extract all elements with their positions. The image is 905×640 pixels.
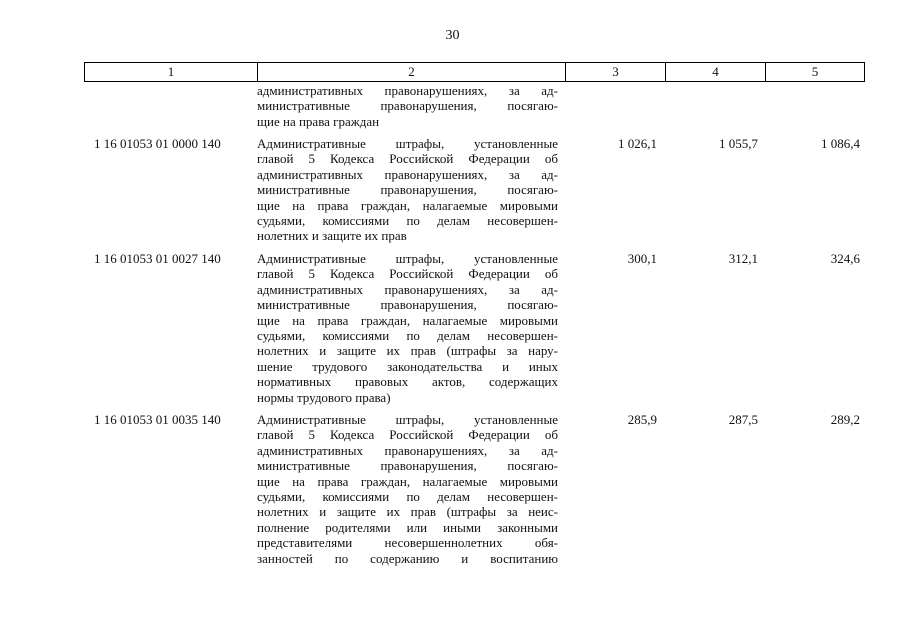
description-line: щие на права граждан, налагаемые мировыми [257, 473, 558, 489]
row-value-col-3: 1 026,1 [618, 136, 657, 151]
description-line: главой 5 Кодекса Российской Федерации об [257, 427, 558, 443]
description-line: шение трудового законодательства и иных [257, 358, 558, 374]
description-line: щие на права граждан, налагаемые мировыми [257, 197, 558, 213]
description-line: нолетних и защите их прав (штрафы за нару- [257, 343, 558, 359]
row-description [257, 412, 558, 566]
description-line: судьями, комиссиями по делам несовершен- [257, 489, 558, 505]
description-line: административных правонарушениях, за ад- [257, 442, 558, 458]
row-description [257, 83, 558, 129]
row-value-col-3: 285,9 [627, 412, 657, 427]
description-line: судьями, комиссиями по делам несовершен- [257, 328, 558, 344]
row-value-col-5: 289,2 [830, 412, 860, 427]
description-line: занностей по содержанию и воспитанию [257, 550, 558, 566]
description-line: Административные штрафы, установленные [257, 136, 558, 151]
column-header-4: 4 [666, 63, 766, 81]
description-line: представителями несовершеннолетних обя- [257, 535, 558, 551]
description-line: нолетних и защите их прав (штрафы за неис- [257, 504, 558, 520]
row-code: 1 16 01053 01 0000 140 [94, 136, 221, 151]
column-header-1: 1 [85, 63, 258, 81]
row-description [257, 251, 558, 405]
table-header [84, 62, 865, 82]
row-value-col-4: 1 055,7 [719, 136, 758, 151]
description-line: главой 5 Кодекса Российской Федерации об [257, 266, 558, 282]
row-value-col-4: 312,1 [728, 251, 758, 266]
row-value-col-5: 1 086,4 [821, 136, 860, 151]
description-line: Административные штрафы, установленные [257, 251, 558, 266]
row-code: 1 16 01053 01 0035 140 [94, 412, 221, 427]
description-line: полнение родителями или иными законными [257, 519, 558, 535]
description-line: нормы трудового права) [257, 389, 391, 405]
description-line: нормативных правовых актов, содержащих [257, 374, 558, 390]
description-line: щие на права граждан [257, 113, 380, 129]
description-line: нолетних и защите их прав [257, 228, 407, 244]
description-line: главой 5 Кодекса Российской Федерации об [257, 151, 558, 167]
column-header-3: 3 [566, 63, 666, 81]
column-header-2: 2 [258, 63, 566, 81]
column-header-5: 5 [811, 64, 819, 79]
description-line: министративные правонарушения, посягаю- [257, 182, 558, 198]
description-line: министративные правонарушения, посягаю- [257, 458, 558, 474]
description-line: административных правонарушениях, за ад- [257, 83, 558, 98]
page-number: 30 [445, 28, 460, 43]
description-line: административных правонарушениях, за ад- [257, 166, 558, 182]
description-line: министративные правонарушения, посягаю- [257, 98, 558, 114]
row-description [257, 136, 558, 244]
row-value-col-4: 287,5 [728, 412, 758, 427]
description-line: административных правонарушениях, за ад- [257, 281, 558, 297]
description-line: министративные правонарушения, посягаю- [257, 297, 558, 313]
row-code: 1 16 01053 01 0027 140 [94, 251, 221, 266]
description-line: щие на права граждан, налагаемые мировыми [257, 312, 558, 328]
row-value-col-3: 300,1 [627, 251, 657, 266]
description-line: Административные штрафы, установленные [257, 412, 558, 427]
row-value-col-5: 324,6 [830, 251, 860, 266]
description-line: судьями, комиссиями по делам несовершен- [257, 213, 558, 229]
